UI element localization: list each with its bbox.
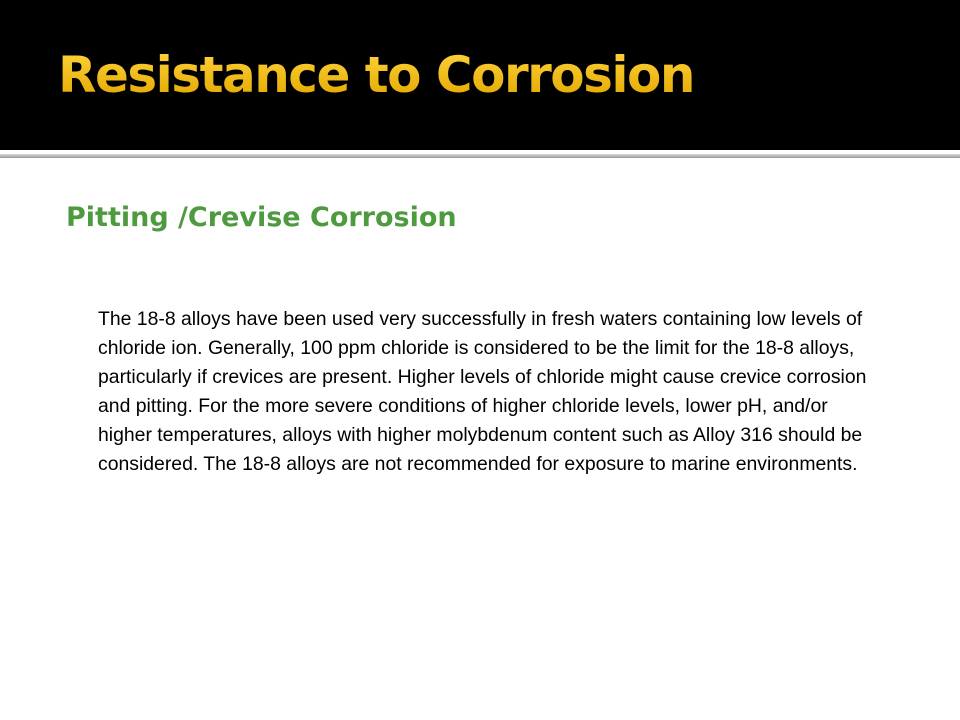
slide-title: Resistance to Corrosion	[58, 46, 694, 104]
title-bar	[0, 0, 960, 150]
title-divider	[0, 154, 960, 158]
slide-body-text: The 18-8 alloys have been used very successfully in fresh waters containing low levels of chloride ion. Generally, 100 ppm chloride is considered to be the limit for the 18-8 alloys, particularly if crevices are present. Higher levels of chloride might cause crevice corrosion and pitting. For the more severe conditions of higher chloride levels, lower pH, and/or higher temperatures, alloys with higher molybdenum content such as Alloy 316 should be considered. The 18-8 alloys are not recommended for exposure to marine environments.	[98, 308, 867, 475]
slide-subheading: Pitting /Crevise Corrosion	[66, 202, 457, 233]
